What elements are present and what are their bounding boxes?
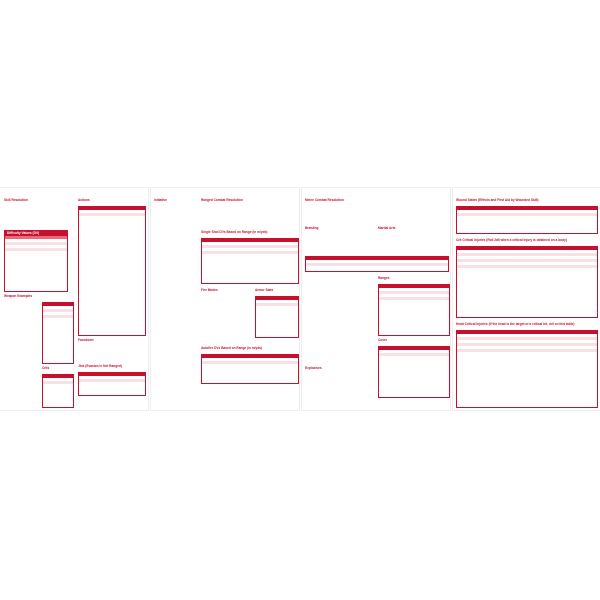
table-row [306, 263, 448, 266]
autofire-box [201, 354, 299, 384]
section-title: Ranges [378, 276, 390, 280]
section-title: Actions [78, 198, 90, 202]
section-text [4, 202, 64, 214]
section-title: Fire Modes [201, 288, 218, 292]
single-shot-box [201, 238, 299, 284]
section-title: Crit Critical Injuries (Roll 2d6 when a critical injury is obtained on a body) [456, 238, 567, 242]
section-title: Brawling [305, 226, 319, 230]
wound-states-box [456, 206, 598, 234]
cover-box [378, 346, 450, 398]
brawling-box [305, 256, 449, 272]
section-ranged-combat [201, 198, 297, 202]
panel-1 [0, 188, 148, 410]
panel-2 [151, 188, 299, 410]
section-armor-stats [255, 288, 297, 292]
section-martial-arts [378, 226, 448, 230]
section-title: Skill Resolution [4, 198, 28, 202]
crit-body-box [456, 246, 598, 318]
jink-box [78, 372, 146, 396]
section-autofire-dvs [201, 346, 297, 350]
section-title: Martial Arts [378, 226, 396, 230]
actions-box [78, 206, 146, 336]
difficulty-table [5, 236, 67, 254]
section-weapon-examples [4, 294, 72, 298]
section-title: Armor Stats [255, 288, 274, 292]
section-explosives [305, 366, 375, 370]
section-ranges [378, 276, 448, 280]
section-melee [305, 198, 445, 202]
section-initiative [154, 198, 194, 202]
section-wound-states [456, 198, 596, 202]
section-title: Melee Combat Resolution [305, 198, 344, 202]
section-title: Weapon Examples [4, 294, 33, 298]
table-row [379, 356, 449, 359]
table-row [43, 318, 73, 321]
section-cover [378, 338, 448, 342]
section-fire-modes [201, 288, 251, 292]
difficulty-box [4, 230, 68, 292]
table-row [79, 216, 145, 219]
section-title: Head Critical Injuries (If the head is the target of a critical hit, roll on this table) [456, 322, 575, 326]
table-row [457, 265, 597, 268]
table-row [457, 213, 597, 216]
section-actions [78, 198, 144, 202]
section-single-shot [201, 230, 297, 234]
section-title: Wound States (Effects and First Aid by Wounded Skill) [456, 198, 539, 202]
table-row [457, 349, 597, 352]
section-jink [78, 364, 144, 368]
table-row [202, 361, 298, 364]
section-title: Single Shot DVs Based on Range (in m/yds) [201, 230, 268, 234]
section-brawling [305, 226, 375, 230]
section-title: Explosives [305, 366, 322, 370]
section-title: Jink (Evasion in Net Ranged) [78, 364, 122, 368]
section-skill-resolution [4, 198, 64, 214]
table-row [379, 297, 449, 300]
section-title: Initiative [154, 198, 167, 202]
weapon-examples-box [42, 302, 74, 364]
crits-box [42, 374, 74, 408]
section-title: Cover [378, 338, 388, 342]
section-title: Autofire DVs Based on Range (in m/yds) [201, 346, 263, 350]
table-row [43, 384, 73, 387]
section-title: Ranged Combat Resolution [201, 198, 243, 202]
table-row [202, 251, 298, 254]
armor-stats-box [255, 296, 299, 338]
section-title: Facedown [78, 338, 94, 342]
table-row [256, 306, 298, 309]
panel-4 [453, 188, 600, 410]
ranges-box [378, 284, 450, 336]
panel-3 [302, 188, 450, 410]
table-row [5, 251, 67, 254]
section-crits [42, 366, 72, 370]
section-facedown [78, 338, 144, 342]
section-crit-head [456, 322, 596, 326]
crit-head-box [456, 330, 598, 408]
section-crit-body [456, 238, 596, 242]
difficulty-header: Difficulty Values (DV) [5, 231, 67, 236]
section-title: Crits [42, 366, 50, 370]
table-row [79, 379, 145, 382]
